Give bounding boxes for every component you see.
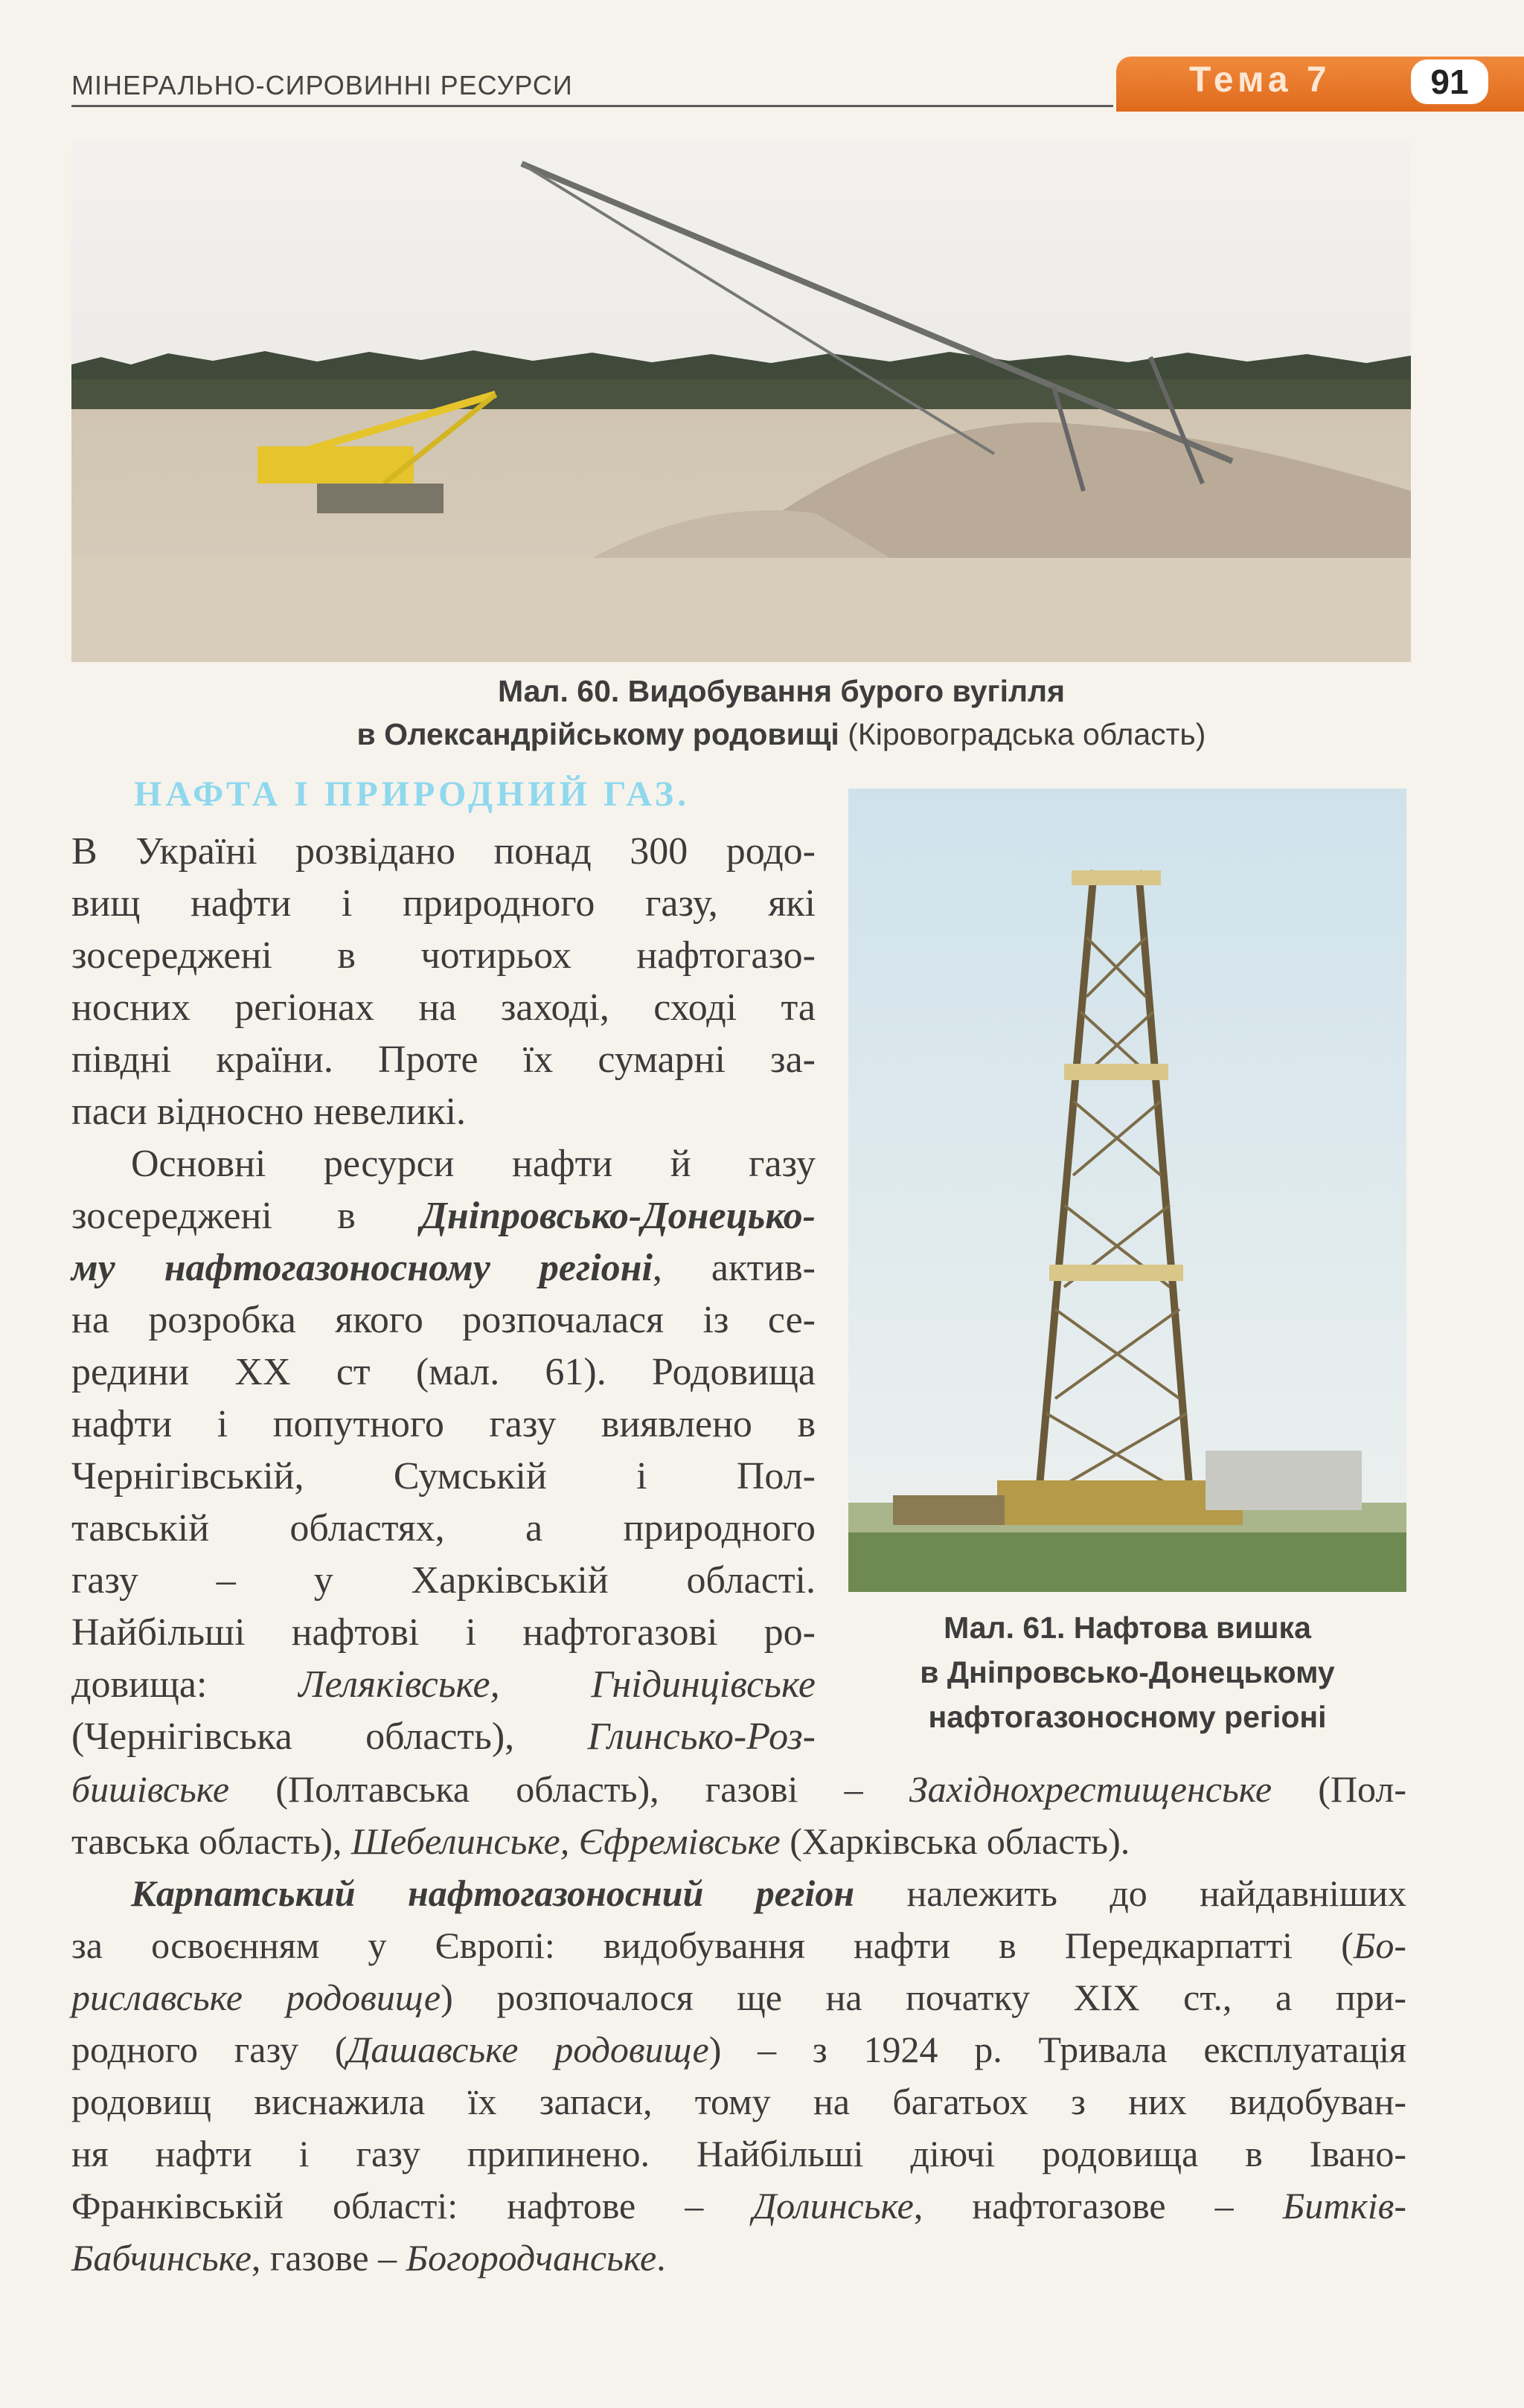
photo-oil-derrick [848, 789, 1406, 1592]
para2-line4: на розробка якого розпочалася із се- [71, 1299, 816, 1341]
para2-line6: нафти і попутного газу виявлено в [71, 1403, 816, 1445]
para2-line11: довища: Леляківське, Гнідинцівське [71, 1663, 816, 1706]
para3-line7: Франківській області: нафтове – Долинське, нафтогазове – Битків- [71, 2185, 1406, 2226]
para2-line3: му нафтогазоносному регіоні, актив- [71, 1247, 816, 1289]
para1-line3: зосереджені в чотирьох нафтогазо- [71, 934, 816, 977]
para3-line5: родовищ виснажила їх запаси, тому на багатьох з них видобуван- [71, 2081, 1406, 2122]
photo-coal-excavation [71, 141, 1411, 662]
figure-60-caption-line2: в Олександрійському родовищі (Кіровоградська область) [356, 717, 1206, 751]
para2-line10: Найбільші нафтові і нафтогазові ро- [71, 1611, 816, 1654]
para3-line8: Бабчинське, газове – Богородчанське. [71, 2237, 666, 2279]
figure-61-caption-line1: Мал. 61. Нафтова вишка [944, 1611, 1311, 1645]
para1-line4: носних регіонах на заході, сході та [71, 986, 816, 1029]
para2-line5: редини XX ст (мал. 61). Родовища [71, 1351, 816, 1393]
para2-line2: зосереджені в Дніпровсько-Донецько- [71, 1195, 816, 1237]
para2-line12: (Чернігівська область), Глинсько-Роз- [71, 1715, 816, 1758]
para1-line5: півдні країни. Проте їх сумарні за- [71, 1038, 816, 1081]
para3-line3: риславське родовище) розпочалося ще на початку XIX ст., а при- [71, 1977, 1406, 2018]
figure-61-caption [848, 1605, 1406, 1739]
para3-line2: за освоєнням у Європі: видобування нафти в Передкарпатті (Бо- [71, 1924, 1406, 1966]
figure-61-caption-line2: в Дніпровсько-Донецькому [920, 1655, 1335, 1689]
header-rule [71, 105, 1113, 107]
figure-60-caption-line1: Мал. 60. Видобування бурого вугілля [497, 674, 1066, 708]
theme-label: Тема 7 [1189, 60, 1331, 100]
para3-line6: ня нафти і газу припинено. Найбільші діючі родовища в Івано- [71, 2133, 1406, 2174]
section-heading: НАФТА І ПРИРОДНИЙ ГАЗ. [134, 774, 691, 814]
running-header: МІНЕРАЛЬНО-СИРОВИННІ РЕСУРСИ [71, 70, 573, 100]
para2-line8: тавській областях, а природного [71, 1507, 816, 1550]
para1-line2: вищ нафти і природного газу, які [71, 882, 816, 925]
para2-line14: тавська область), Шебелинське, Єфремівське (Харківська область). [71, 1820, 1130, 1862]
page-number: 91 [1411, 60, 1488, 104]
para2-line7: Чернігівській, Сумській і Пол- [71, 1455, 816, 1497]
para2-line1: Основні ресурси нафти й газу [131, 1143, 816, 1185]
figure-60-caption [149, 670, 1414, 756]
para1-line1: В Україні розвідано понад 300 родо- [71, 830, 816, 873]
para2-line13: бишівське (Полтавська область), газові – Західнохрестищенське (Пол- [71, 1768, 1406, 1810]
figure-61-caption-line3: нафтогазоносному регіоні [928, 1700, 1327, 1734]
para2-line9: газу – у Харківській області. [71, 1559, 816, 1602]
para3-line4: родного газу (Дашавське родовище) – з 1924 р. Тривала експлуатація [71, 2029, 1407, 2070]
para3-line1: Карпатський нафтогазоносний регіон належить до найдавніших [131, 1872, 1406, 1914]
para1-line6: паси відносно невеликі. [71, 1091, 467, 1133]
